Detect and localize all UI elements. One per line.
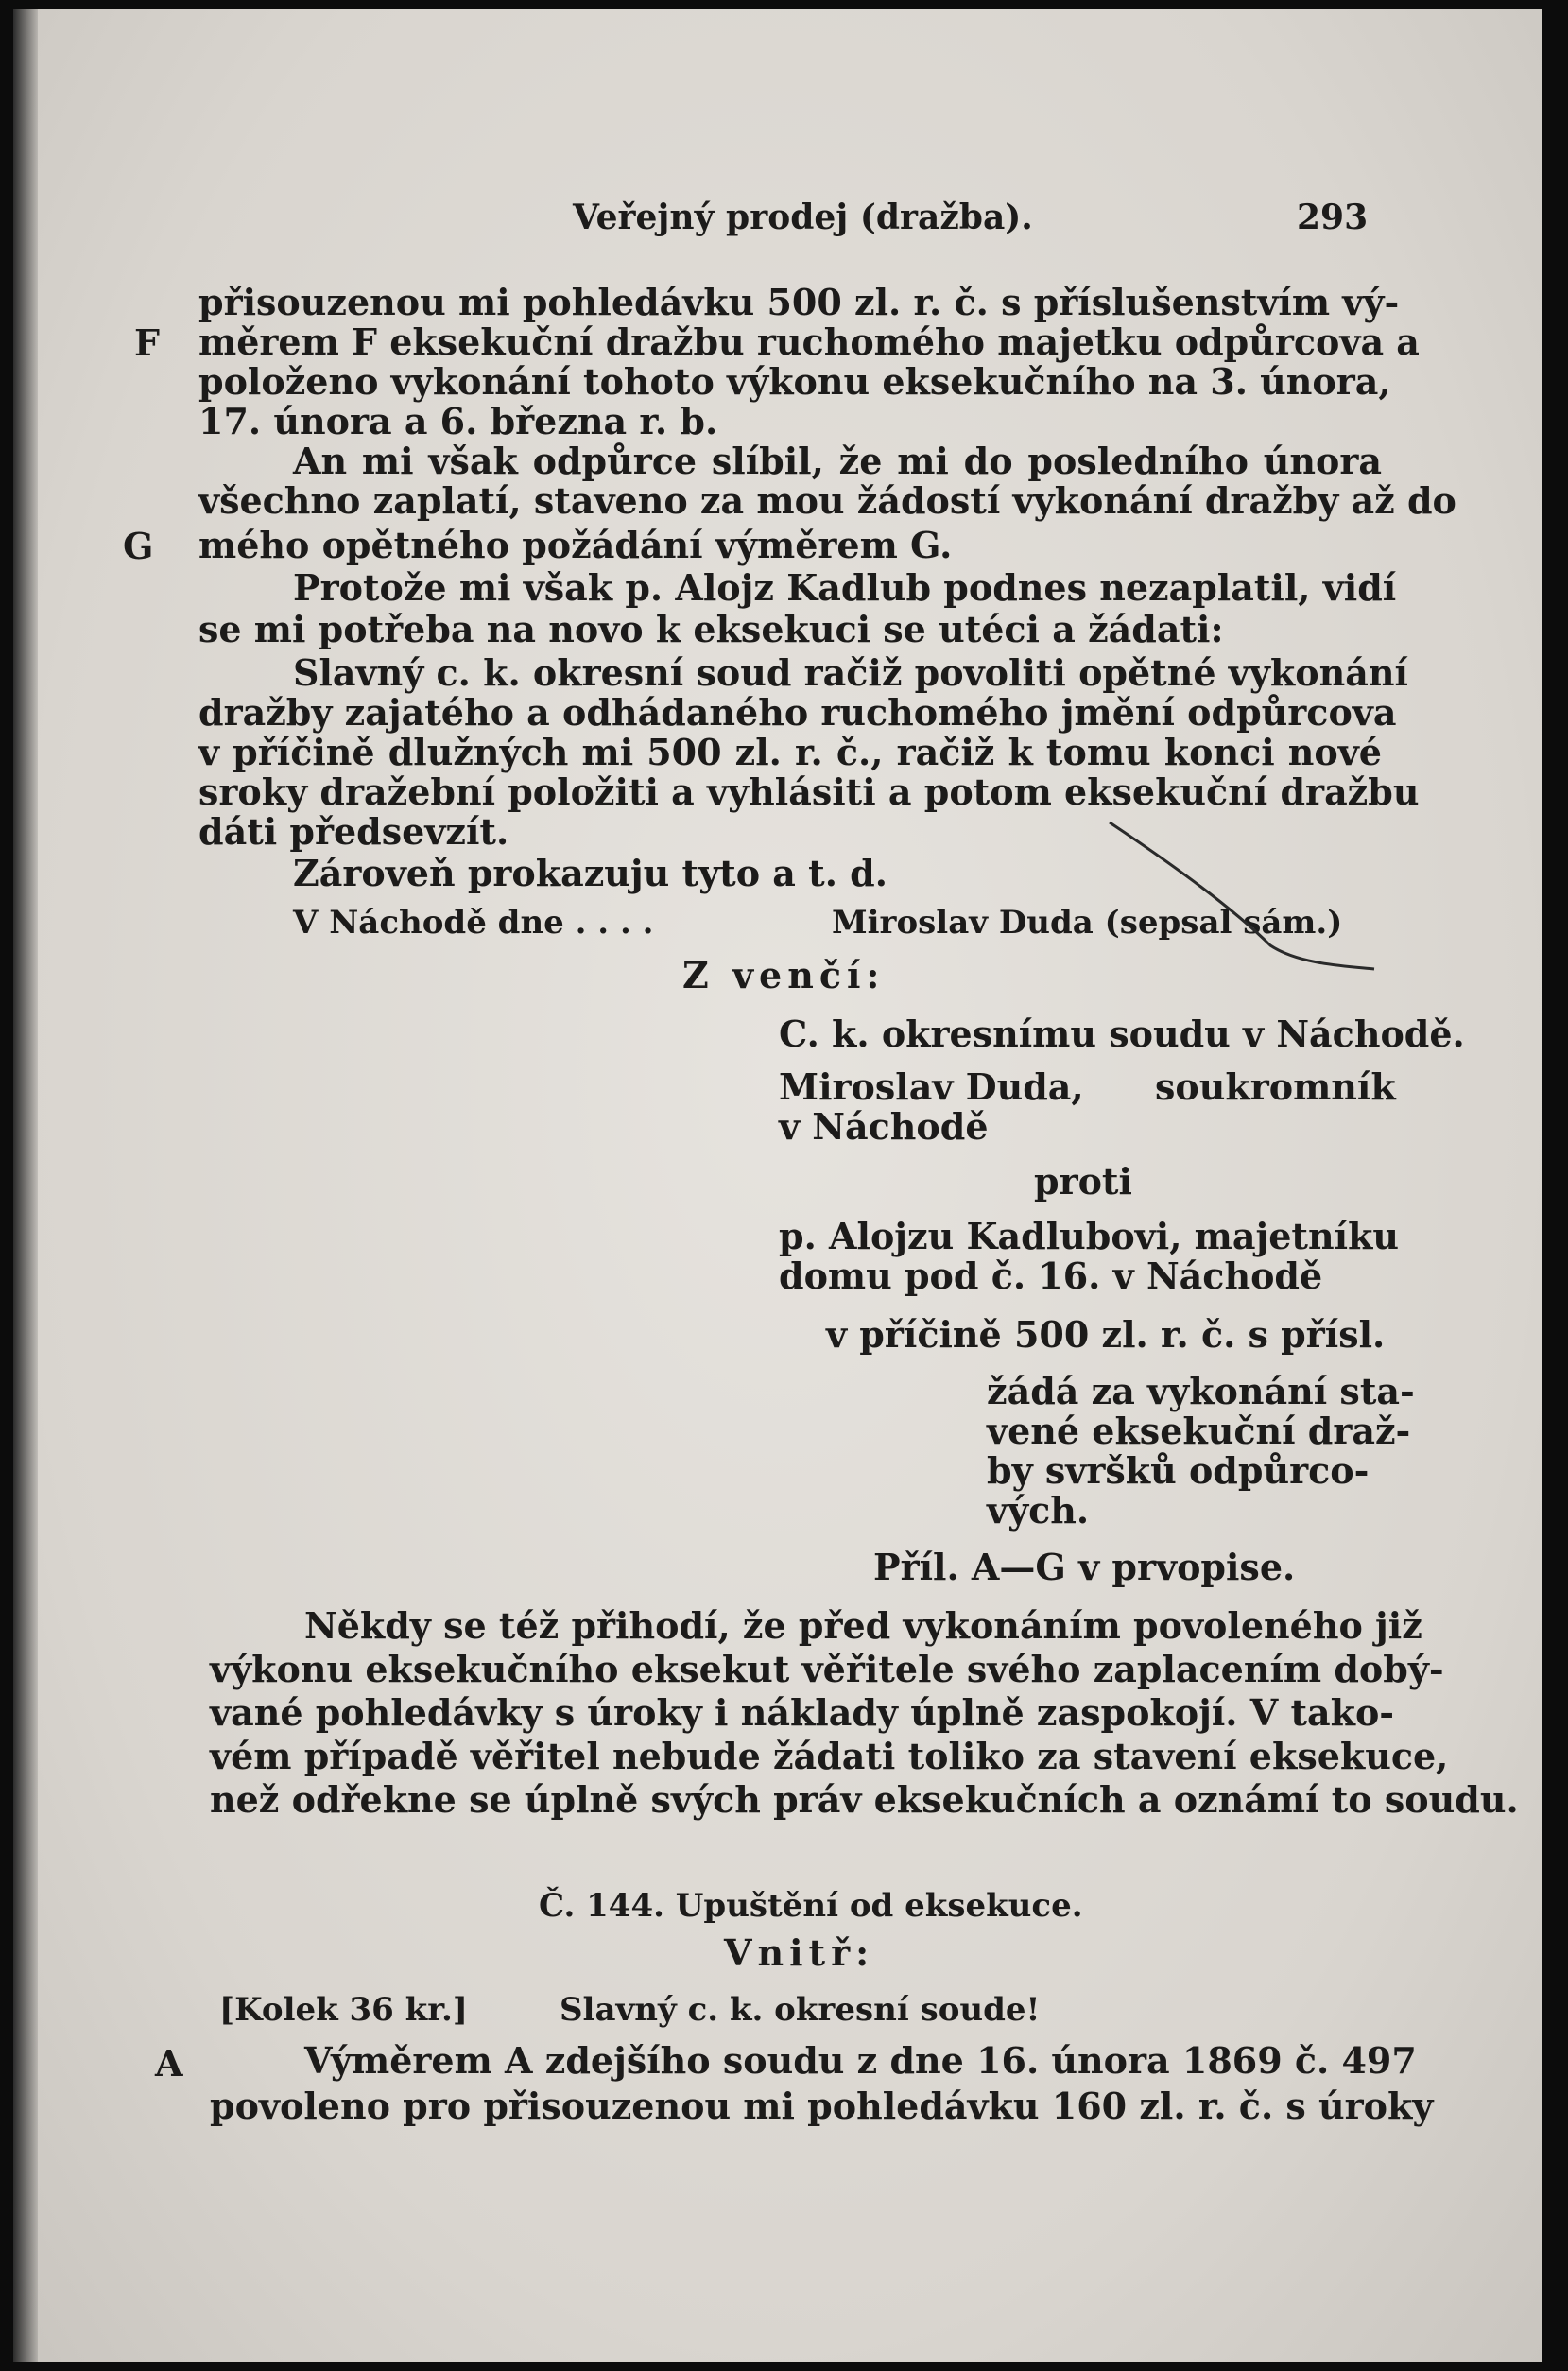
text-line: 17. února a 6. března r. b.: [198, 400, 718, 442]
running-header: Veřejný prodej (dražba).: [573, 198, 1033, 237]
text-line: výkonu eksekučního eksekut věřitele svého zaplacením dobý-: [210, 1648, 1444, 1690]
text-line: vém případě věřitel nebude žádati toliko za stavení eksekuce,: [210, 1735, 1449, 1777]
text-line: Zároveň prokazuju tyto a t. d.: [293, 852, 887, 894]
party-place: v Náchodě: [779, 1105, 989, 1148]
proti-label: proti: [1034, 1160, 1132, 1203]
text-line: An mi však odpůrce slíbil, že mi do posledního února: [293, 440, 1382, 482]
stamp-note: [Kolek 36 kr.]: [219, 1991, 468, 2029]
margin-letter-f: F: [134, 321, 160, 364]
text-line: vané pohledávky s úroky i náklady úplně zaspokojí. V tako-: [210, 1691, 1395, 1734]
outside-heading: Z venčí:: [682, 954, 886, 996]
page-number: 293: [1297, 198, 1369, 237]
text-line: mého opětného požádání výměrem G.: [198, 524, 953, 566]
section-title: Č. 144. Upuštění od eksekuce.: [539, 1887, 1083, 1925]
request-line: žádá za vykonání sta-: [987, 1370, 1415, 1412]
text-line: přisouzenou mi pohledávku 500 zl. r. č. s příslušenstvím vý-: [198, 281, 1400, 323]
party-occupation: soukromník: [1155, 1065, 1396, 1108]
addressee-court: C. k. okresnímu soudu v Náchodě.: [779, 1012, 1465, 1055]
cause-line: v příčině 500 zl. r. č. s přísl.: [826, 1313, 1386, 1356]
text-line: měrem F eksekuční dražbu ruchomého majetku odpůrcova a: [198, 320, 1420, 363]
margin-letter-a: A: [155, 2042, 183, 2085]
pen-stroke-line: [1110, 822, 1374, 969]
text-line: dražby zajatého a odhádaného ruchomého jmění odpůrcova: [198, 691, 1397, 734]
text-line: se mi potřeba na novo k eksekuci se utéci a žádati:: [198, 608, 1224, 650]
salutation: Slavný c. k. okresní soude!: [560, 1991, 1041, 2029]
text-line: Slavný c. k. okresní soud račiž povoliti opětné vykonání: [293, 651, 1408, 694]
text-line: v příčině dlužných mi 500 zl. r. č., račiž k tomu konci nové: [198, 731, 1382, 773]
text-line: sroky dražební položiti a vyhlásiti a potom eksekuční dražbu: [198, 770, 1420, 813]
attachments-note: Příl. A—G v prvopise.: [873, 1546, 1296, 1588]
text-line: Někdy se též přihodí, že před vykonáním povoleného již: [304, 1604, 1422, 1647]
text-line: Protože mi však p. Alojz Kadlub podnes nezaplatil, vidí: [293, 566, 1397, 609]
inside-heading: Vnitř:: [724, 1931, 875, 1974]
text-line: všechno zaplatí, staveno za mou žádostí vykonání dražby až do: [198, 479, 1456, 522]
place-date: V Náchodě dne . . . .: [293, 904, 654, 942]
text-line: položeno vykonání tohoto výkonu eksekučního na 3. února,: [198, 360, 1391, 403]
signature: Miroslav Duda (sepsal sám.): [832, 904, 1343, 942]
text-line: než odřekne se úplně svých práv eksekučních a oznámí to soudu.: [210, 1778, 1519, 1821]
text-line: Výměrem A zdejšího soudu z dne 16. února 1869 č. 497: [304, 2039, 1417, 2082]
opponent-name: p. Alojzu Kadlubovi, majetníku: [779, 1215, 1399, 1257]
opponent-address: domu pod č. 16. v Náchodě: [779, 1255, 1323, 1297]
text-line: dáti předsevzít.: [198, 810, 509, 853]
request-line: by svršků odpůrco-: [987, 1449, 1370, 1492]
scan-edge-shadow: [13, 9, 38, 2362]
party-name: Miroslav Duda,: [779, 1065, 1084, 1108]
scanned-page: [13, 9, 1542, 2362]
request-line: vých.: [987, 1489, 1090, 1532]
text-line: povoleno pro přisouzenou mi pohledávku 160 zl. r. č. s úroky: [210, 2085, 1434, 2127]
request-line: vené eksekuční draž-: [987, 1410, 1411, 1452]
margin-letter-g: G: [123, 525, 154, 567]
